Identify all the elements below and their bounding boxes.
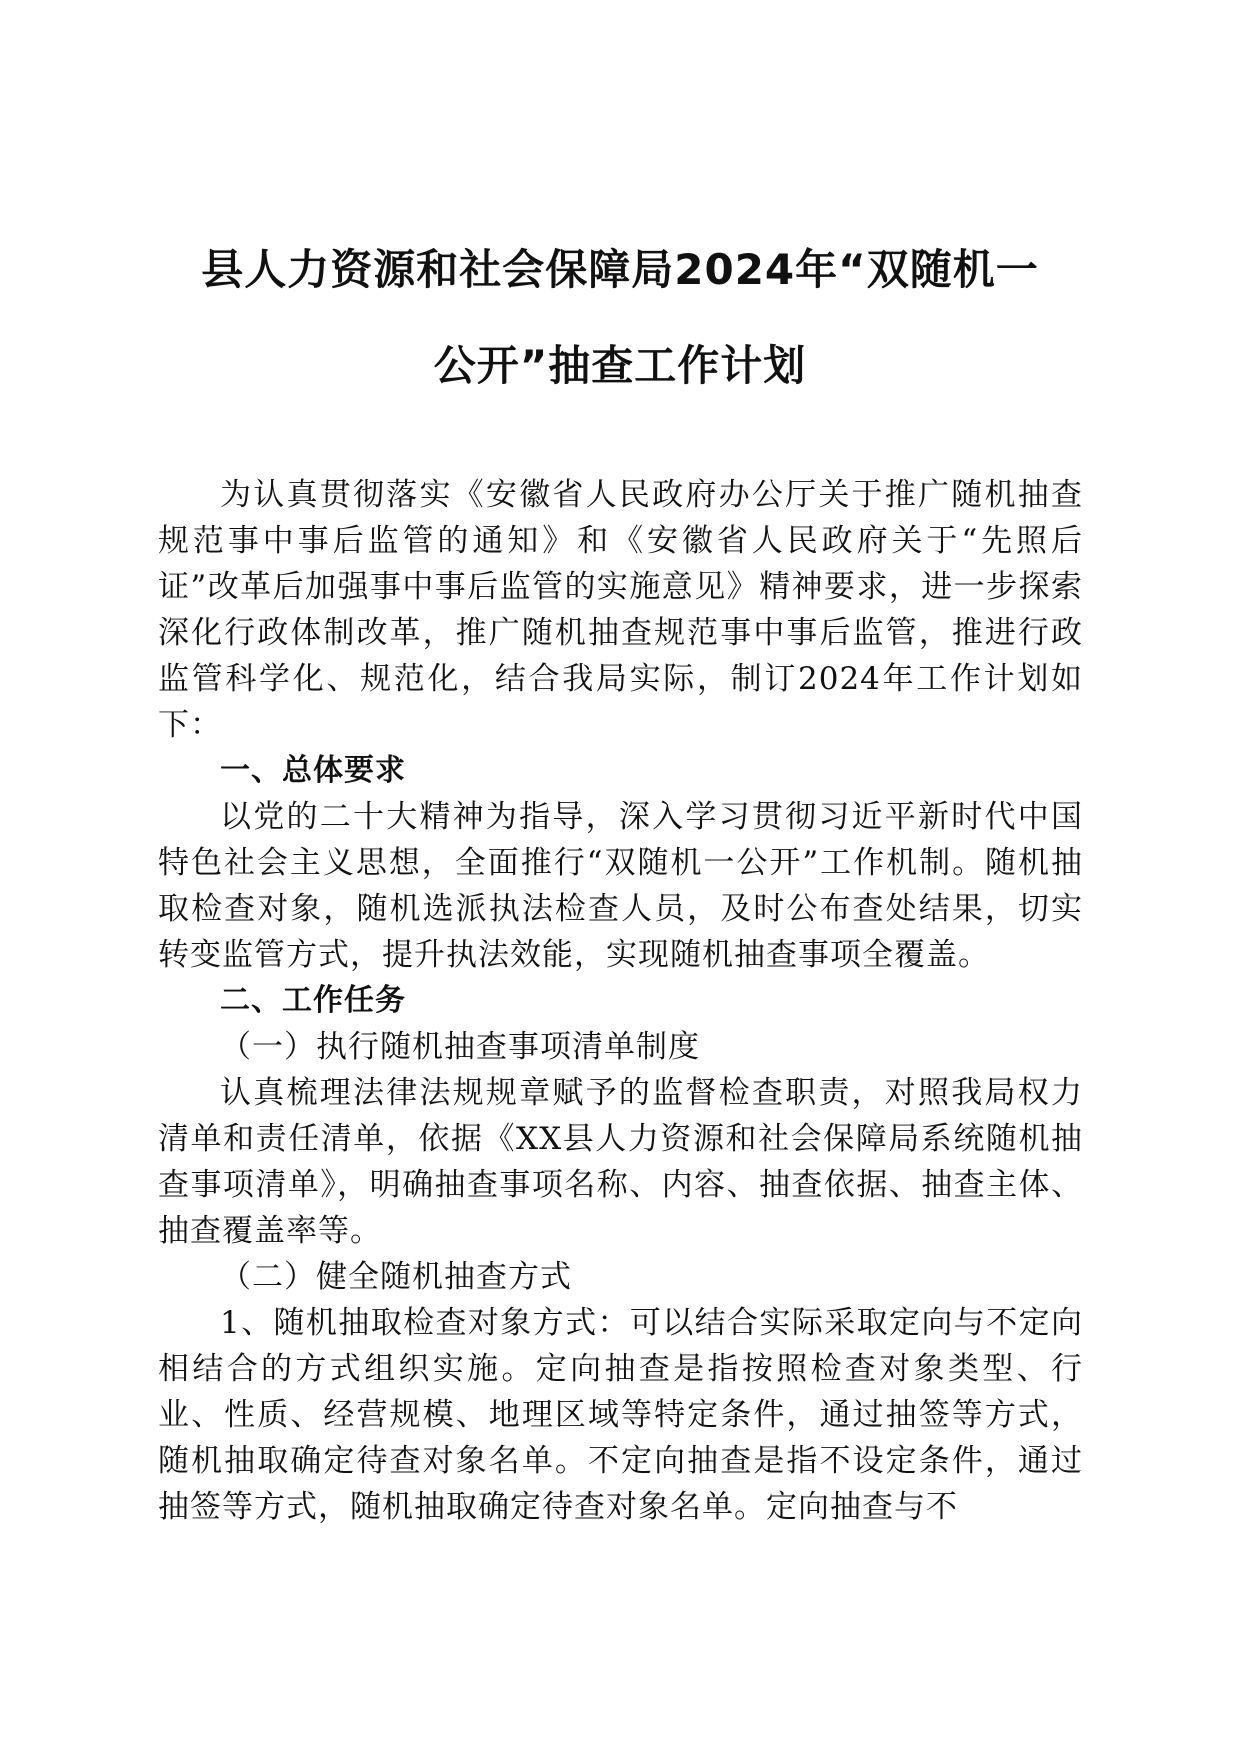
general-requirements-paragraph: 以党的二十大精神为指导，深入学习贯彻习近平新时代中国特色社会主义思想，全面推行“双随机一公开”工作机制。随机抽取检查对象，随机选派执法检查人员，及时公布查处结果，切实转变监管方式，提升执法效能，实现随机抽查事项全覆盖。: [158, 799, 1083, 973]
subsection-heading-random-check-methods: （二）健全随机抽查方式: [220, 1259, 572, 1295]
random-check-methods-paragraph: 1、随机抽取检查对象方式：可以结合实际采取定向与不定向相结合的方式组织实施。定向抽查是指按照检查对象类型、行业、性质、经营规模、地理区域等特定条件，通过抽签等方式，随机抽取确定待查对象名单。不定向抽查是指不设定条件，通过抽签等方式，随机抽取确定待查对象名单。定向抽查与不: [158, 1305, 1083, 1525]
title-line-1: 县人力资源和社会保障局2024年“双随机一: [201, 245, 1039, 294]
subsection-heading-checklist-system: （一）执行随机抽查事项清单制度: [220, 1029, 700, 1065]
section-heading-work-tasks: 二、工作任务: [220, 983, 406, 1018]
section-heading-general-requirements: 一、总体要求: [220, 753, 406, 788]
checklist-system-paragraph: 认真梳理法律法规规章赋予的监督检查职责，对照我局权力清单和责任清单，依据《XX县人力资源和社会保障局系统随机抽查事项清单》，明确抽查事项名称、内容、抽查依据、抽查主体、抽查覆盖率等。: [158, 1075, 1083, 1249]
document-title: [150, 222, 1090, 414]
intro-paragraph: 为认真贯彻落实《安徽省人民政府办公厅关于推广随机抽查规范事中事后监管的通知》和《安徽省人民政府关于“先照后证”改革后加强事中事后监管的实施意见》精神要求，进一步探索深化行政体制改革，推广随机抽查规范事中事后监管，推进行政监管科学化、规范化，结合我局实际，制订2024年工作计划如下：: [158, 477, 1083, 743]
title-line-2: 公开”抽查工作计划: [433, 341, 807, 390]
document-body: [158, 472, 1083, 1530]
